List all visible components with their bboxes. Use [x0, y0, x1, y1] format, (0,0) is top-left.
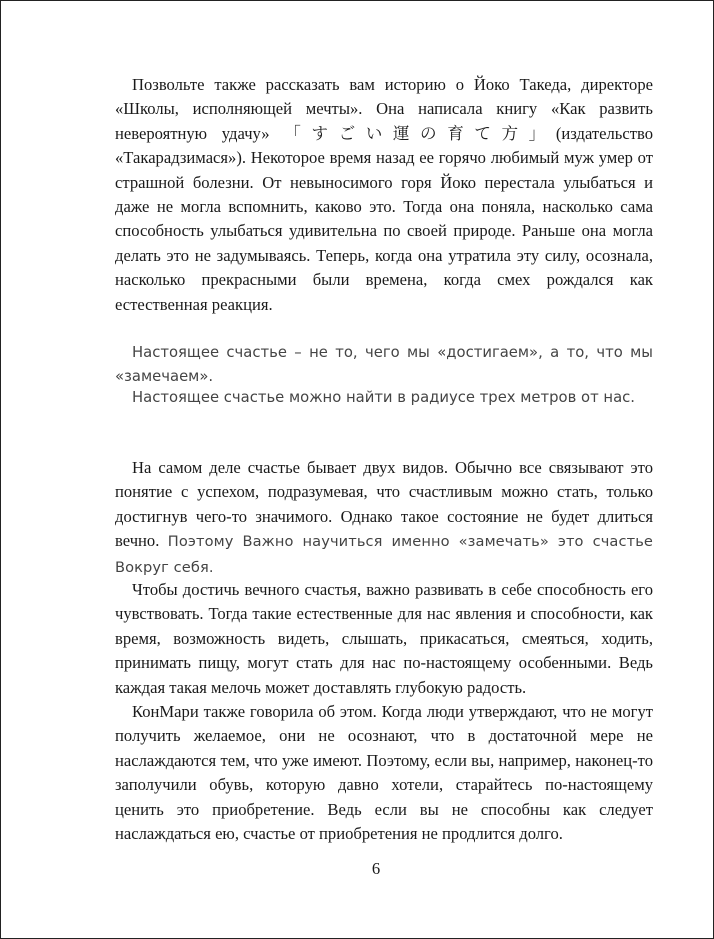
paragraph-konmari: КонМари также говорила об этом. Когда люди утверждают, что не могут получить желаемое, они не осознают, что в достаточной мере не наслаждаются тем, что уже имеют. Поэтому, если вы, например, наконец-то заполучили обувь, которую давно хотели, старайтесь по-настоящему ценить это приобретение. Ведь если вы не способны как следует наслаждаться ею, счастье от приобретения не продлится долго. [115, 702, 653, 844]
quote-happiness-notice: Настоящее счастье – не то, чего мы «достигаем», а то, что мы «замечаем». [115, 344, 653, 386]
paragraph-two-kinds-main: На самом деле счастье бывает двух видов. Обычно все связывают это понятие с успехом, подразумевая, что счастливым можно стать, только достигнув чего-то значимого. Однако такое состояние не будет длиться вечно. [115, 458, 653, 551]
quote-happiness-radius: Настоящее счастье можно найти в радиусе трех метров от нас. [132, 389, 635, 406]
paragraph-eternal-happiness: Чтобы достичь вечного счастья, важно развивать в себе способность его чувствовать. Тогда такие естественные для нас явления и способности, как время, возможность видеть, слышать, прикасаться, смеяться, ходить, принимать пищу, могут стать для нас по-настоящему особенными. Ведь каждая такая мелочь может доставлять глубокую радость. [115, 580, 653, 697]
paragraph-two-kinds-handwritten: Поэтому Важно научиться именно «замечать» это счастье Вокруг себя. [115, 533, 653, 576]
page-number: 6 [371, 859, 381, 878]
paragraph-two-kinds [115, 456, 653, 580]
paragraph-yoko-story: Позвольте также рассказать вам историю о Йоко Такеда, директоре «Школы, исполняющей мечты». Она написала книгу «Как развить невероятную удачу» 「すごい運の育て方」(издательство «Такарадзимася»). Некоторое время назад ее горячо любимый муж умер от страшной болезни. От невыносимого горя Йоко перестала улыбаться и даже не могла вспомнить, каково это. Тогда она поняла, насколько сама способность улыбаться удивительна по своей природе. Раньше она могла делать это не задумываясь. Теперь, когда она утратила эту силу, осознала, насколько прекрасными были времена, когда смех рождался как естественная реакция. [115, 75, 653, 314]
